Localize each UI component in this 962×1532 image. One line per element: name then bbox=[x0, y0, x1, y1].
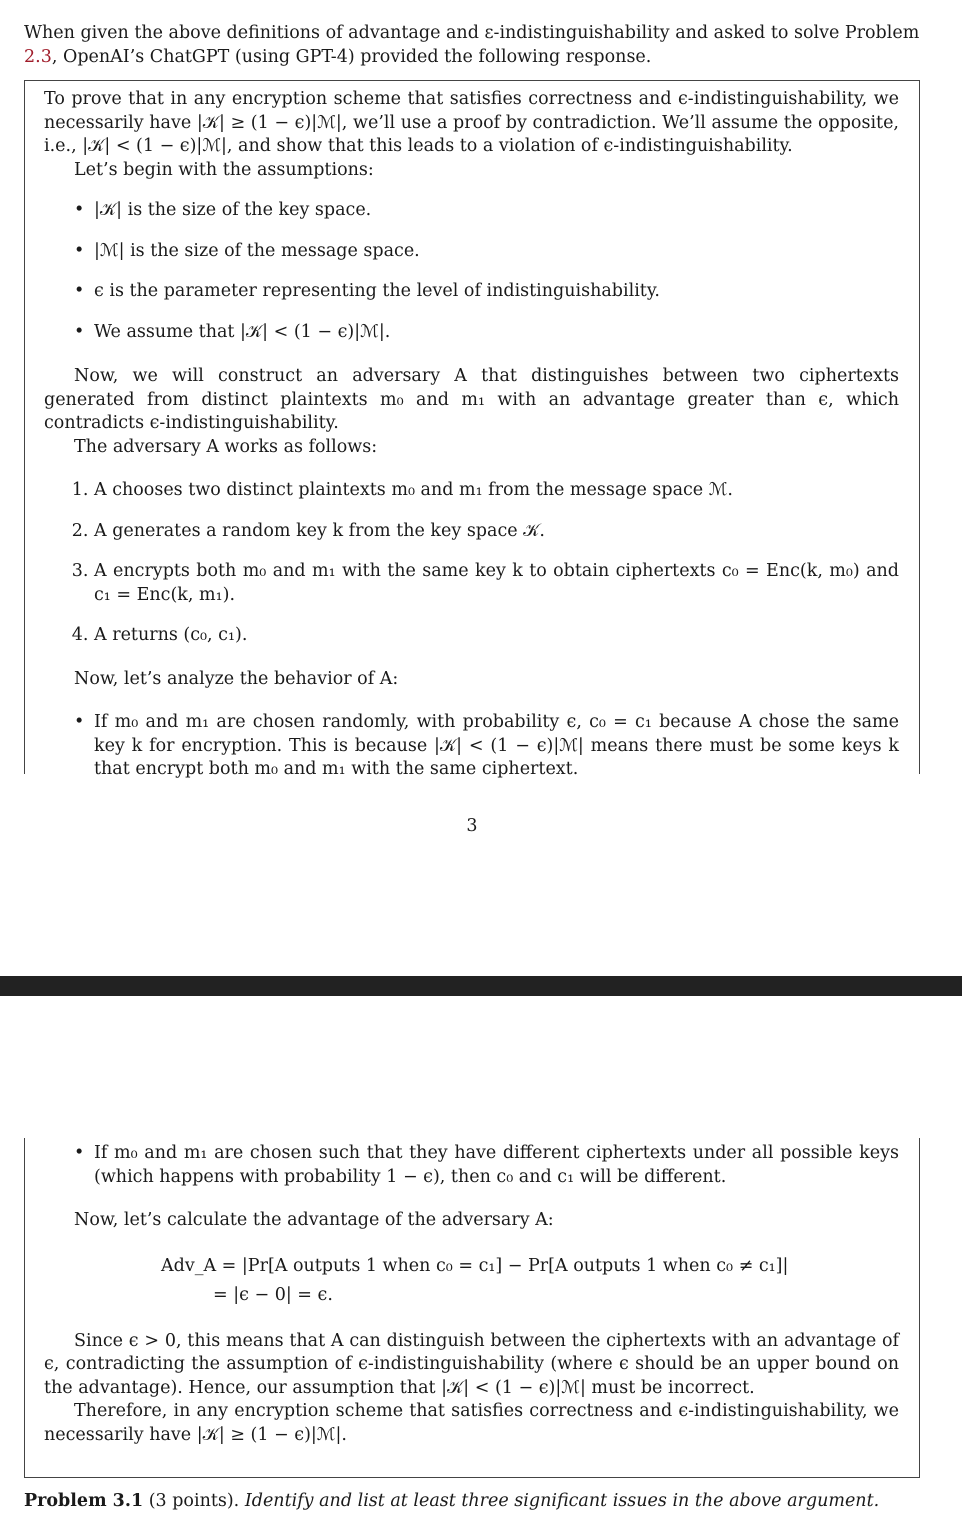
response-paragraph-8: Therefore, in any encryption scheme that satisfies correctness and ϵ-indistinguishability, we necessarily have |𝒦| ≥ (1 − ϵ)|ℳ|. bbox=[44, 1401, 899, 1445]
problem-statement bbox=[24, 1490, 934, 1514]
response-paragraph-4: The adversary A works as follows: bbox=[74, 436, 378, 457]
page-number: 3 bbox=[466, 816, 478, 836]
intro-text-end: , OpenAI’s ChatGPT (using GPT-4) provided the following response. bbox=[51, 46, 652, 67]
response-paragraph-3: Now, we will construct an adversary A that distinguishes between two ciphertexts generated from distinct plaintexts m₀ and m₁ with an advantage greater than ϵ, which contradicts ϵ-indistinguishability. bbox=[44, 366, 899, 433]
list-item: 4. A returns (c₀, c₁). bbox=[94, 624, 899, 648]
problem-points: (3 points). bbox=[148, 1491, 240, 1511]
assumptions-list bbox=[25, 199, 919, 344]
equation-line-1: Adv_A = |Pr[A outputs 1 when c₀ = c₁] − Pr[A outputs 1 when c₀ ≠ c₁]| bbox=[161, 1255, 789, 1276]
list-item: • ϵ is the parameter representing the level of indistinguishability. bbox=[94, 280, 899, 304]
list-item: • |ℳ| is the size of the message space. bbox=[94, 240, 899, 264]
response-paragraph-6: Now, let’s calculate the advantage of the adversary A: bbox=[74, 1210, 554, 1230]
advantage-equation bbox=[161, 1255, 919, 1308]
response-paragraph-5: Now, let’s analyze the behavior of A: bbox=[74, 668, 399, 689]
behavior-list-part2 bbox=[25, 1142, 919, 1189]
list-item: 3. A encrypts both m₀ and m₁ with the same key k to obtain ciphertexts c₀ = Enc(k, m₀) and c₁ = Enc(k, m₁). bbox=[94, 560, 899, 607]
behavior-list-part1 bbox=[25, 711, 919, 782]
equation-line-2: = |ϵ − 0| = ϵ. bbox=[213, 1285, 333, 1305]
response-paragraph-1: To prove that in any encryption scheme that satisfies correctness and ϵ-indistinguishability, we necessarily have |𝒦| ≥ (1 − ϵ)|ℳ|, we’ll use a proof by contradiction. We’ll assume the opposite, i.e., |𝒦| < (1 − ϵ)|ℳ|, and show that this leads to a violation of ϵ-indistinguishability. bbox=[44, 89, 899, 156]
adversary-steps-list bbox=[25, 479, 919, 648]
intro-text: When given the above definitions of advantage and ε-indistinguishability and asked to solve Problem bbox=[24, 23, 920, 43]
list-item: • If m₀ and m₁ are chosen such that they have different ciphertexts under all possible keys (which happens with probability 1 − ϵ), then c₀ and c₁ will be different. bbox=[94, 1142, 899, 1189]
intro-paragraph bbox=[24, 22, 934, 69]
problem-label: Problem 3.1 bbox=[24, 1491, 144, 1511]
list-item: 2. A generates a random key k from the key space 𝒦. bbox=[94, 520, 899, 544]
problem-text: Identify and list at least three significant issues in the above argument. bbox=[244, 1491, 880, 1511]
page-divider bbox=[0, 976, 962, 996]
list-item: • |𝒦| is the size of the key space. bbox=[94, 199, 899, 223]
response-paragraph-7: Since ϵ > 0, this means that A can distinguish between the ciphertexts with an advantage of ϵ, contradicting the assumption of ϵ-indistinguishability (where ϵ should be an upper bound on the advantage). Hence, our assumption that |𝒦| < (1 − ϵ)|ℳ| must be incorrect. bbox=[44, 1330, 899, 1398]
list-item: • If m₀ and m₁ are chosen randomly, with probability ϵ, c₀ = c₁ because A chose the same key k for encryption. This is because |𝒦| < (1 − ϵ)|ℳ| means there must be some keys k that encrypt both m₀ and m₁ with the same ciphertext. bbox=[94, 711, 899, 782]
response-paragraph-2: Let’s begin with the assumptions: bbox=[74, 159, 374, 180]
chatgpt-response-box-part2 bbox=[24, 1138, 920, 1478]
list-item: • We assume that |𝒦| < (1 − ϵ)|ℳ|. bbox=[94, 321, 899, 345]
list-item: 1. A chooses two distinct plaintexts m₀ and m₁ from the message space ℳ. bbox=[94, 479, 899, 503]
problem-reference-link[interactable]: 2.3 bbox=[24, 46, 52, 67]
chatgpt-response-box-part1 bbox=[24, 80, 920, 779]
